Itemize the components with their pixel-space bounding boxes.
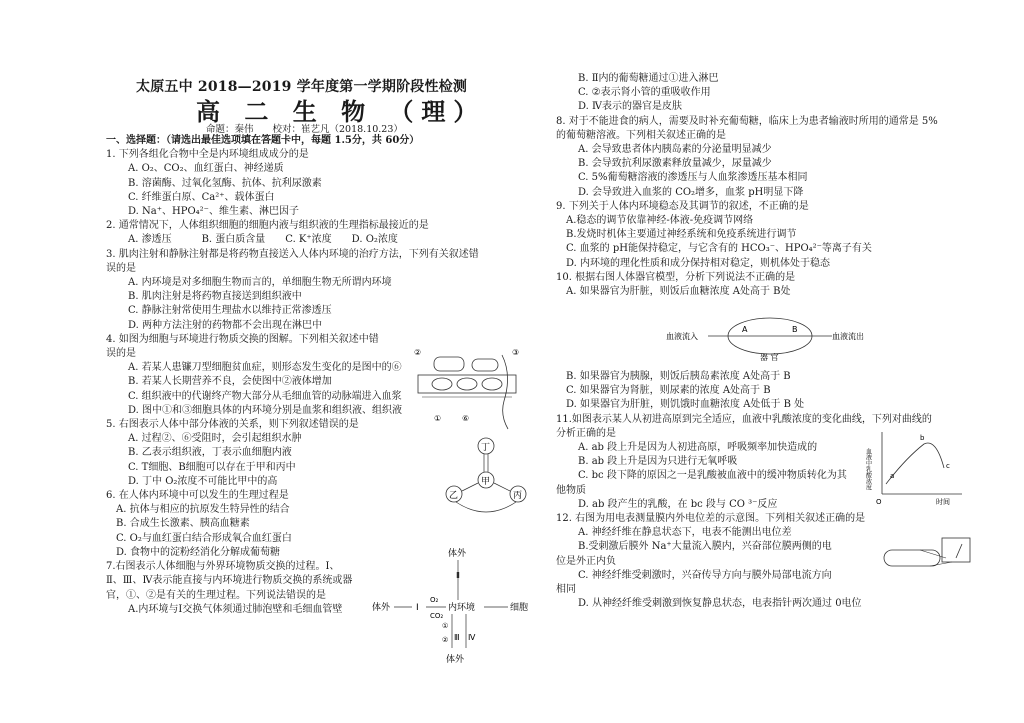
q7-iv-label: Ⅳ xyxy=(468,633,476,642)
question-line: D. Ⅳ表示的器官是皮肤 xyxy=(578,101,683,113)
question-line: 相同 xyxy=(556,584,576,596)
question-line: B. Ⅱ内的葡萄糖通过①进入淋巴 xyxy=(578,73,719,84)
question-line: 误的是 xyxy=(106,262,136,274)
svg-text:①: ① xyxy=(434,414,442,423)
q4-tissue-diagram xyxy=(412,345,522,433)
question-line: D. 两种方法注射的药物都不会出现在淋巴中 xyxy=(128,319,323,331)
q7-o2-label: O₂ xyxy=(430,596,439,604)
exam-title: 太原五中 2018—2019 学年度第一学期阶段性检测 xyxy=(136,79,468,95)
question-line: B. 肌肉注射是将药物直接送到组织液中 xyxy=(128,291,302,303)
question-line: 官，①、②是有关的生理过程。下列说法错误的是 xyxy=(106,589,326,601)
question-line: A.内环境与Ⅰ交换气体须通过肺泡壁和毛细血管壁 xyxy=(128,603,343,615)
q11-c-label: c xyxy=(946,462,950,470)
question-line: C. 如果器官为肾脏，则尿素的浓度 A处高于 B xyxy=(566,385,771,397)
question-line: C. bc 段下降的原因之一是乳酸被血液中的缓冲物质转化为其 xyxy=(578,470,847,482)
question-line: D. Na⁺、HPO₄²⁻、维生素、淋巴因子 xyxy=(128,206,299,218)
q11-xlabel: 时间 xyxy=(936,498,950,506)
question-line: 10. 根据右图人体器官模型，分析下列说法不正确的是 xyxy=(556,271,796,283)
q5-ding-label: 丁 xyxy=(481,443,491,453)
right-column xyxy=(556,72,976,299)
question-line: 8. 对于不能进食的病人，需要及时补充葡萄糖，临床上为患者输液时所用的通常是 5% xyxy=(556,115,938,127)
question-line: C. 血浆的 pH能保持稳定，与它含有的 HCO₃⁻、HPO₄²⁻等离子有关 xyxy=(566,243,872,255)
question-line: C. 5%葡萄糖溶液的渗透压与人血浆渗透压基本相同 xyxy=(578,172,808,184)
svg-text:②: ② xyxy=(414,348,422,357)
q7-center-label: 内环境 xyxy=(448,603,476,613)
q10-b-label: B xyxy=(792,325,798,334)
question-line: A. 渗透压 B. 蛋白质含量 C. K⁺浓度 D. O₂浓度 xyxy=(128,234,398,246)
question-line: A. O₂、CO₂、血红蛋白、神经递质 xyxy=(128,163,284,175)
question-line: A. 会导致患者体内胰岛素的分泌量明显减少 xyxy=(578,144,772,156)
q11-b-label: b xyxy=(920,434,925,442)
question-line: 9. 下列关于人体内环境稳态及其调节的叙述，不正确的是 xyxy=(556,200,809,212)
question-line: 11.如图表示某人从初进高原到完全适应，血液中乳酸浓度的变化曲线，下列对曲线的 xyxy=(556,413,932,425)
question-line: C. 纤维蛋白原、Ca²⁺、载体蛋白 xyxy=(128,191,275,203)
question-line: C. 神经纤维受刺激时，兴奋传导方向与膜外局部电流方向 xyxy=(578,569,832,581)
question-line: A. 内环境是对多细胞生物而言的，单细胞生物无所谓内环境 xyxy=(128,277,392,289)
question-line: 6. 在人体内环境中可以发生的生理过程是 xyxy=(106,490,289,502)
question-line: A. ab 段上升是因为人初进高原，呼吸频率加快造成的 xyxy=(578,442,818,454)
question-line: C. 组织液中的代谢终产物大部分从毛细血管的动脉端进入血浆 xyxy=(128,390,402,402)
question-line: D. 图中①和③细胞具体的内环境分别是血浆和组织液、组织液 xyxy=(128,404,403,416)
question-line: D. 会导致进入血浆的 CO₂增多，血浆 pH明显下降 xyxy=(578,186,804,198)
q5-jia-label: 甲 xyxy=(481,477,491,487)
question-line: A. 神经纤维在静息状态下，电表不能测出电位差 xyxy=(578,527,792,539)
question-line: D. 内环境的理化性质和成分保持相对稳定，则机体处于稳态 xyxy=(566,257,831,269)
question-line: A. 若某人患镰刀型细胞贫血症，则形态发生变化的是图中的⑥ xyxy=(128,362,402,374)
question-line: D. 如果器官为肝脏，则饥饿时血糖浓度 A处低于 B 处 xyxy=(566,399,805,411)
question-line: C. O₂与血红蛋白结合形成氧合血红蛋白 xyxy=(116,532,292,544)
question-line: D. 丁中 O₂浓度不可能比甲中的高 xyxy=(128,475,278,487)
question-line: A.稳态的调节依靠神经-体液-免疫调节网络 xyxy=(566,215,754,227)
svg-text:③: ③ xyxy=(512,348,520,357)
question-line: 一、选择题：（请选出最佳选项填在答题卡中，每题 1.5分，共 60分） xyxy=(106,135,420,146)
q10-organ-label: 器 官 xyxy=(760,353,779,362)
question-line: 7.右图表示人体细胞与外界环境物质交换的过程。Ⅰ、 xyxy=(106,561,340,573)
question-line: B. 溶菌酶、过氧化氢酶、抗体、抗利尿激素 xyxy=(128,177,322,189)
q5-yi-label: 乙 xyxy=(449,491,459,501)
question-line: A. 如果器官为肝脏，则饭后血糖浓度 A处高于 B处 xyxy=(566,286,791,298)
exam-subtitle: 高 二 生 物 （理） xyxy=(196,98,486,126)
q7-iii-label: Ⅲ xyxy=(454,633,460,642)
q10-in-label: 血液流入 xyxy=(666,332,698,341)
q7-top-label: 体外 xyxy=(448,549,467,559)
question-line: 2. 通常情况下，人体组织细胞的细胞内液与组织液的生理指标最接近的是 xyxy=(106,220,429,232)
question-line: B. 如果器官为胰腺，则饭后胰岛素浓度 A处高于 B xyxy=(566,371,791,382)
question-line: 5. 右图表示人体中部分体液的关系，则下列叙述错误的是 xyxy=(106,419,359,431)
q7-co2-label: CO₂ xyxy=(430,612,444,620)
q7-two-label: ② xyxy=(442,636,449,644)
q7-bottom-label: 体外 xyxy=(446,655,465,665)
question-line: B. 乙表示组织液，丁表示血细胞内液 xyxy=(128,447,292,459)
q11-ylabel: 血液中乳酸浓度 xyxy=(864,448,872,490)
question-line: B. 合成生长激素、胰高血糖素 xyxy=(116,518,250,530)
question-line: 误的是 xyxy=(106,348,136,360)
question-line: 1. 下列各组化合物中全是内环境组成成分的是 xyxy=(106,149,309,161)
q7-ii-label: Ⅱ xyxy=(456,571,460,580)
question-line: 3. 肌肉注射和静脉注射都是将药物直接送入人体内环境的治疗方法，下列有关叙述错 xyxy=(106,248,479,260)
q7-exchange-diagram xyxy=(372,544,542,666)
q11-a-label: a xyxy=(890,472,895,480)
question-line: D. 食物中的淀粉经消化分解成葡萄糖 xyxy=(116,546,281,558)
q11-lactate-chart xyxy=(866,428,966,508)
q7-right-label: 细胞 xyxy=(510,603,529,613)
question-line: 分析正确的是 xyxy=(556,427,616,439)
question-line: 4. 如图为细胞与环境进行物质交换的图解。下列相关叙述中错 xyxy=(106,333,379,345)
question-line: B. ab 段上升是因为只进行无氧呼吸 xyxy=(578,456,738,468)
exam-meta: 命题：秦伟 校对：崔艺凡（2018.10.23） xyxy=(206,124,403,135)
q11-o-label: O xyxy=(876,498,882,506)
question-line: 的葡萄糖溶液。下列相关叙述正确的是 xyxy=(556,129,726,141)
q7-left-label: 体外 xyxy=(372,603,391,613)
question-line: B.受刺激后膜外 Na⁺大量流入膜内，兴奋部位膜两侧的电 xyxy=(578,541,832,553)
question-line: B. 若某人长期营养不良，会使图中②液体增加 xyxy=(128,376,332,388)
q10-organ-model xyxy=(666,310,876,362)
question-line: C. T细胞、B细胞可以存在于甲和丙中 xyxy=(128,461,296,473)
question-line: D. 从神经纤维受刺激到恢复静息状态，电表指针两次通过 0电位 xyxy=(578,598,862,610)
q5-fluid-diagram xyxy=(440,436,532,518)
question-line: C. 静脉注射常使用生理盐水以维持正常渗透压 xyxy=(128,305,332,317)
question-line: D. ab 段产生的乳酸，在 bc 段与 CO ³⁻反应 xyxy=(578,498,778,510)
question-line: B. 会导致抗利尿激素释放量减少，尿量减少 xyxy=(578,158,772,170)
question-line: A. 抗体与相应的抗原发生特异性的结合 xyxy=(116,504,290,516)
question-line: 12. 右图为用电表测量膜内外电位差的示意图。下列相关叙述正确的是 xyxy=(556,513,866,525)
q7-one-label: ① xyxy=(442,622,449,630)
question-line: A. 过程②、⑥受阻时，会引起组织水肿 xyxy=(128,433,302,445)
q7-i-label: Ⅰ xyxy=(416,603,419,613)
svg-text:⑥: ⑥ xyxy=(462,414,470,423)
question-line: Ⅱ、Ⅲ、Ⅳ表示能直接与内环境进行物质交换的系统或器 xyxy=(106,575,353,587)
question-line: C. ②表示肾小管的重吸收作用 xyxy=(578,87,711,99)
q10-out-label: 血液流出 xyxy=(832,332,864,341)
q12-meter-diagram xyxy=(880,528,976,584)
question-line: 他物质 xyxy=(556,484,586,496)
q10-a-label: A xyxy=(742,325,748,334)
question-line: B.发烧时机体主要通过神经系统和免疫系统进行调节 xyxy=(566,229,797,241)
question-line: 位是外正内负 xyxy=(556,555,616,567)
q5-bing-label: 丙 xyxy=(513,491,523,501)
